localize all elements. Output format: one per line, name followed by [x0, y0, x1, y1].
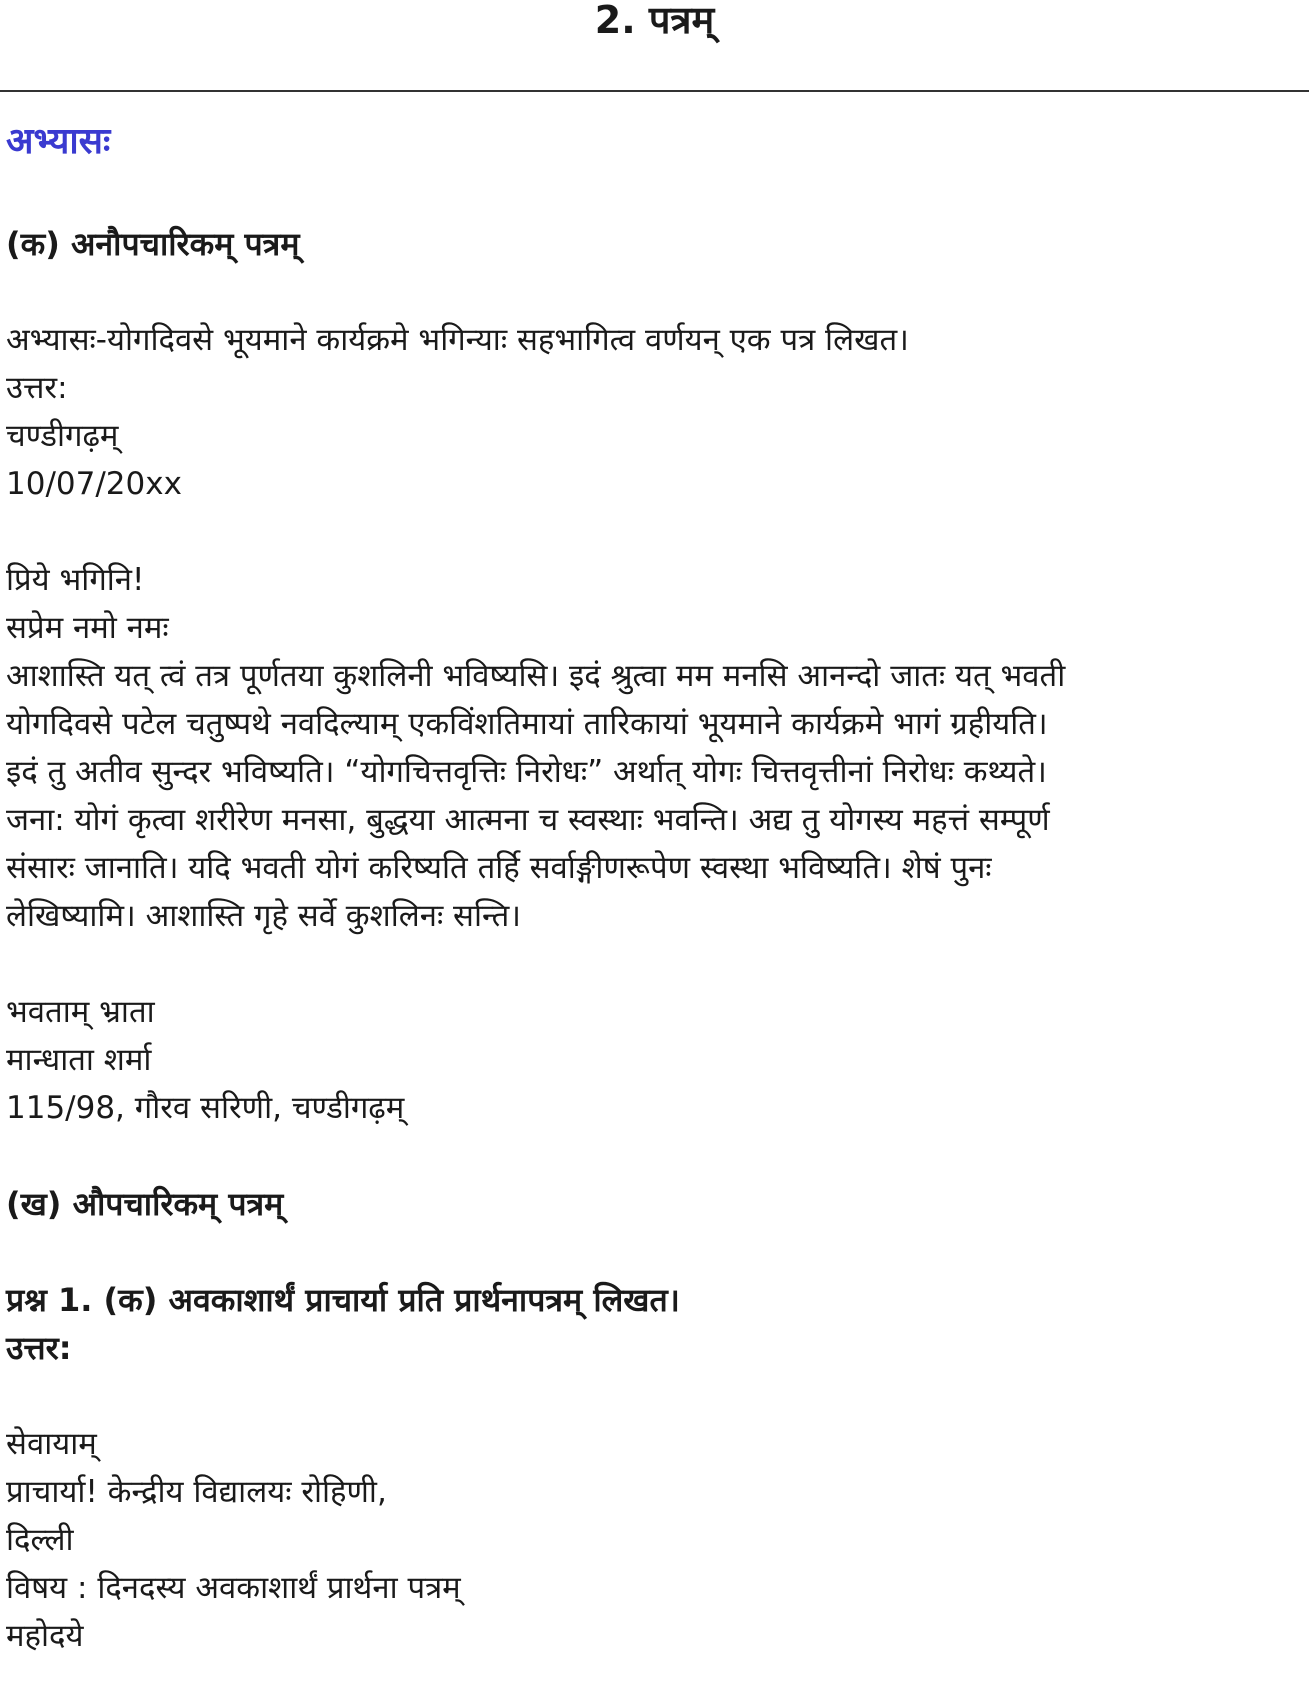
letter-subject: विषय : दिनदस्य अवकाशार्थं प्रार्थना पत्रम्: [6, 1570, 461, 1606]
letter-salutation: प्रिये भगिनि!: [6, 562, 145, 598]
sender-name: मान्धाता शर्मा: [6, 1042, 152, 1078]
letter-body-line: संसारः जानाति। यदि भवती योगं करिष्यति तर्हि सर्वाङ्गीणरूपेण स्वस्था भविष्यति। शेषं पुनः: [6, 850, 992, 886]
formal-question: प्रश्न 1. (क) अवकाशार्थं प्राचार्या प्रति प्रार्थनापत्रम् लिखत।: [6, 1281, 680, 1319]
title-divider: [0, 90, 1309, 92]
spacer: [6, 1132, 1302, 1180]
informal-letter-heading: (क) अनौपचारिकम् पत्रम्: [6, 225, 300, 263]
recipient-address-line: दिल्ली: [6, 1522, 74, 1558]
letter-greeting: सप्रेम नमो नमः: [6, 610, 169, 646]
spacer: [6, 508, 1302, 556]
answer-label: उत्तर:: [6, 370, 68, 406]
letter-place: चण्डीगढ़म्: [6, 418, 119, 454]
letter-body-line: जना: योगं कृत्वा शरीरेण मनसा, बुद्धया आत्मना च स्वस्थाः भवन्ति। अद्य तु योगस्य महत्तं सम्पूर्ण: [6, 802, 1050, 838]
letter-date: 10/07/20xx: [6, 466, 182, 502]
spacer: [6, 940, 1302, 988]
informal-question: अभ्यासः-योगदिवसे भूयमाने कार्यक्रमे भगिन्याः सहभागित्व वर्णयन् एक पत्र लिखत।: [6, 322, 909, 358]
formal-answer-label: उत्तर:: [6, 1329, 72, 1367]
formal-letter-heading: (ख) औपचारिकम् पत्रम्: [6, 1185, 284, 1223]
formal-salutation: महोदये: [6, 1618, 84, 1654]
recipient-address-line: सेवायाम्: [6, 1426, 97, 1462]
spacer: [6, 1372, 1302, 1420]
spacer: [6, 1228, 1302, 1276]
spacer: [6, 268, 1302, 316]
document-content: [6, 116, 1302, 1660]
page-title: 2. पत्रम्: [594, 0, 715, 42]
letter-body-line: इदं तु अतीव सुन्दर भविष्यति। “योगचित्तवृत्तिः निरोधः” अर्थात् योगः चित्तवृत्तीनां निरोधः कथ्यते।: [6, 754, 1047, 790]
letter-body-line: योगदिवसे पटेल चतुष्पथे नवदिल्याम् एकविंशतिमायां तारिकायां भूयमाने कार्यक्रमे भागं ग्रहीयति।: [6, 706, 1048, 742]
recipient-address-line: प्राचार्या! केन्द्रीय विद्यालयः रोहिणी,: [6, 1474, 387, 1510]
section-title: अभ्यासः: [6, 121, 111, 162]
letter-body-line: लेखिष्यामि। आशास्ति गृहे सर्वे कुशलिनः सन्ति।: [6, 898, 522, 934]
letter-body-line: आशास्ति यत् त्वं तत्र पूर्णतया कुशलिनी भविष्यसि। इदं श्रुत्वा मम मनसि आनन्दो जातः यत् भवती: [6, 658, 1066, 694]
sender-address: 115/98, गौरव सरिणी, चण्डीगढ़म्: [6, 1090, 405, 1126]
letter-closing: भवताम् भ्राता: [6, 994, 155, 1030]
spacer: [6, 168, 1302, 220]
